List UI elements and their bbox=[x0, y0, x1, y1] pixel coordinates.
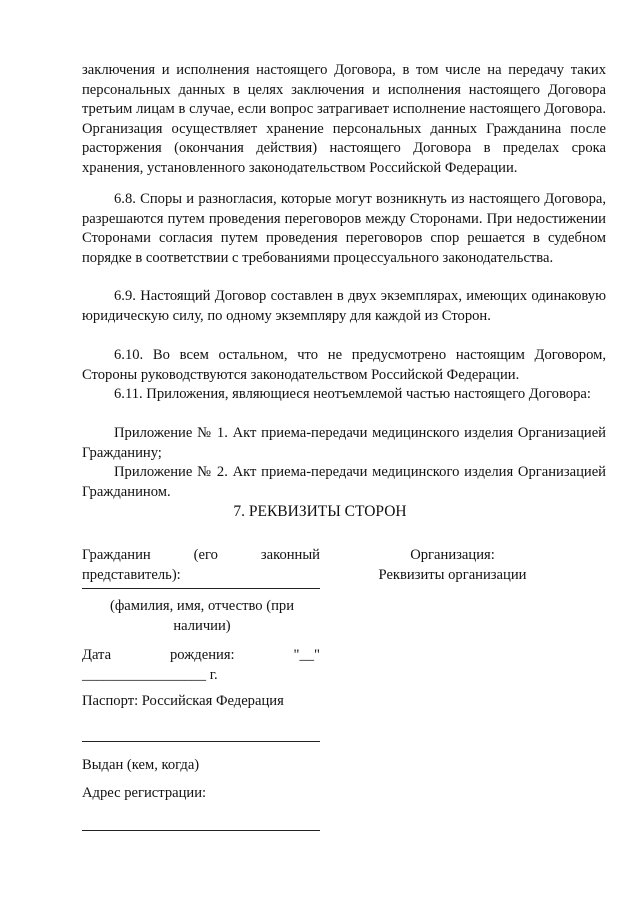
address-line bbox=[82, 830, 320, 831]
birth-date: Дата рождения: "__" _________________ г. bbox=[82, 647, 320, 683]
clause-6-8: 6.8. Споры и разногласия, которые могут возникнуть из настоящего Договора, разрешаются путем проведения переговоров между Сторонами. При недостижении Сторонами согласия путем проведения переговоров спор решается в судебном порядке в соответствии с требованиями процессуального законодательства. bbox=[82, 191, 606, 266]
clause-6-10: 6.10. Во всем остальном, что не предусмотрено настоящим Договором, Стороны руководствуются законодательством Российской Федерации. bbox=[82, 347, 606, 383]
appendix-2: Приложение № 2. Акт приема-передачи медицинского изделия Организацией Гражданином. bbox=[82, 464, 606, 500]
citizen-name-line bbox=[82, 588, 320, 589]
passport-line bbox=[82, 741, 320, 742]
section-title: 7. РЕКВИЗИТЫ СТОРОН bbox=[233, 503, 407, 520]
clause-6-9: 6.9. Настоящий Договор составлен в двух экземплярах, имеющих одинаковую юридическую силу, по одному экземпляру для каждой из Сторон. bbox=[82, 288, 606, 324]
appendix-1: Приложение № 1. Акт приема-передачи медицинского изделия Организацией Гражданину; bbox=[82, 425, 606, 461]
passport-label: Паспорт: Российская Федерация bbox=[82, 693, 284, 709]
clause-6-7-continuation: заключения и исполнения настоящего Договора, в том числе на передачу таких персональных данных в целях заключения и исполнения настоящего Договора третьим лицам в случае, если вопрос затрагивает исполнение настоящего Договора. Организация осуществляет хранение персональных данных Гражданина после расторжения (окончания действия) настоящего Договора в пределах срока хранения, установленного законодательством Российской Федерации. bbox=[82, 62, 606, 176]
clause-6-11: 6.11. Приложения, являющиеся неотъемлемой частью настоящего Договора: bbox=[114, 386, 591, 402]
organization-block bbox=[340, 546, 565, 585]
address-label: Адрес регистрации: bbox=[82, 785, 207, 801]
citizen-label: Гражданин (его законный представитель): bbox=[82, 547, 320, 583]
issued-label: Выдан (кем, когда) bbox=[82, 757, 200, 773]
organization-label: Организация: bbox=[410, 547, 495, 563]
organization-details: Реквизиты организации bbox=[378, 566, 527, 583]
fio-hint: (фамилия, имя, отчество (при наличии) bbox=[109, 598, 295, 634]
